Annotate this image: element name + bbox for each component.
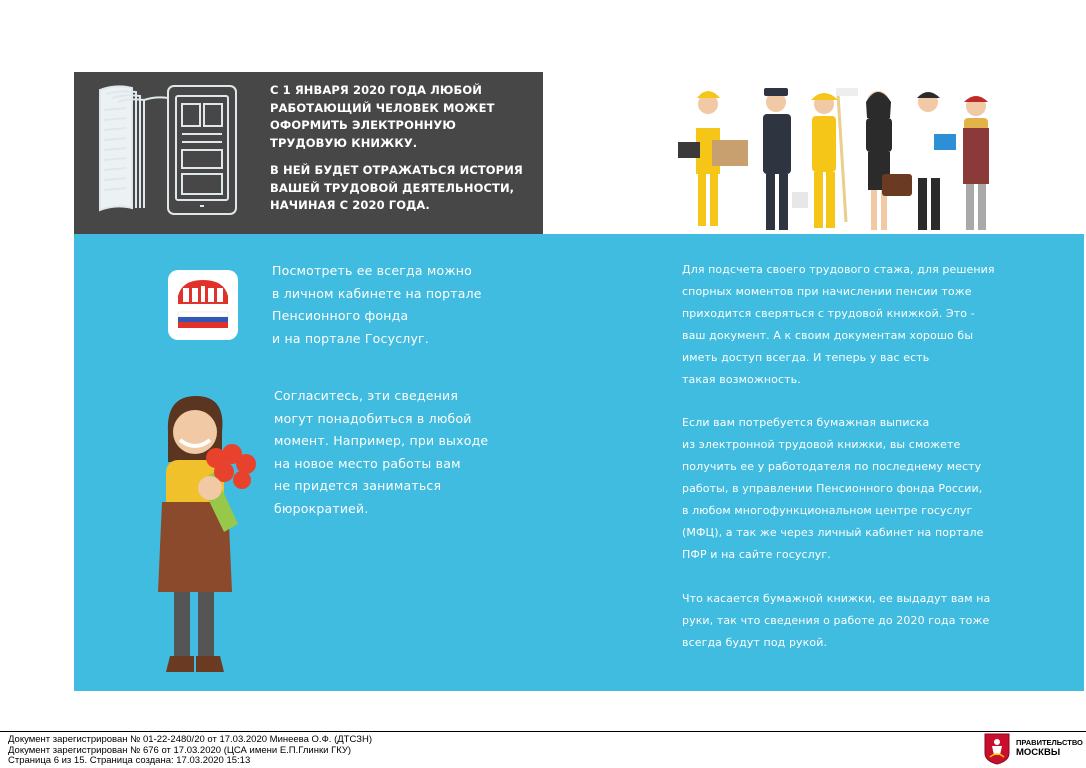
book-tablet-icon <box>96 80 241 220</box>
extract-line: из электронной трудовой книжки, вы сможете <box>682 438 961 451</box>
gov-line-2: МОСКВЫ <box>1016 746 1061 758</box>
stage-line: ваш документ. А к своим документам хорошо бы <box>682 329 974 342</box>
stage-line: приходится сверяться с трудовой книжкой. Это - <box>682 307 975 320</box>
agree-text-line: момент. Например, при выходе <box>274 433 489 448</box>
moscow-government-label <box>1016 738 1083 757</box>
paper-book-line: Что касается бумажной книжки, ее выдадут вам на <box>682 592 991 605</box>
extract-line: (МФЦ), а так же через личный кабинет на портале <box>682 526 984 539</box>
agree-text-line: могут понадобиться в любой <box>274 410 472 426</box>
agree-text-line: Согласитесь, эти сведения <box>274 388 459 403</box>
agree-text <box>274 385 488 520</box>
intro-line-2: В НЕЙ БУДЕТ ОТРАЖАТЬСЯ ИСТОРИЯ ВАШЕЙ ТРУДОВОЙ ДЕЯТЕЛЬНОСТИ, НАЧИНАЯ С 2020 ГОДА. <box>270 163 523 212</box>
paper-book-line: руки, так что сведения о работе до 2020 года тоже <box>682 614 990 627</box>
footer-line-1: Документ зарегистрирован № 01-22-2480/20 от 17.03.2020 Минеева О.Ф. (ДТСЗН) <box>8 734 372 745</box>
agree-text-line: на новое место работы вам <box>274 455 461 471</box>
footer-divider <box>0 731 1086 732</box>
extract-line: ПФР и на сайте госуслуг. <box>682 548 831 561</box>
paper-book-line: всегда будут под рукой. <box>682 636 828 649</box>
stage-paragraph <box>682 259 1012 391</box>
pfr-logo-icon <box>168 270 238 340</box>
gov-line-1: ПРАВИТЕЛЬСТВО <box>1016 738 1083 747</box>
extract-paragraph <box>682 412 1012 566</box>
portal-text-line: Посмотреть ее всегда можно <box>272 263 473 278</box>
workers-illustration <box>670 82 1010 237</box>
stage-line: такая возможность. <box>682 373 801 386</box>
paper-book-paragraph <box>682 588 1012 654</box>
portal-text-line: в личном кабинете на портале <box>272 285 482 301</box>
registration-footer <box>8 735 372 767</box>
moscow-emblem-icon <box>984 733 1010 765</box>
stage-line: спорных моментов при начислении пенсии тоже <box>682 285 972 298</box>
portal-text <box>272 260 482 350</box>
agree-text-line: бюрократией. <box>274 500 369 516</box>
extract-line: получить ее у работодателя по последнему месту <box>682 460 982 473</box>
stage-line: Для подсчета своего трудового стажа, для решения <box>682 263 995 276</box>
footer-line-2: Документ зарегистрирован № 676 от 17.03.2020 (ЦСА имени Е.П.Глинки ГКУ) <box>8 744 352 756</box>
agree-text-line: не придется заниматься <box>274 478 442 493</box>
intro-text <box>270 82 535 225</box>
florist-illustration <box>150 392 270 682</box>
footer-line-3: Страница 6 из 15. Страница создана: 17.03.2020 15:13 <box>8 755 251 766</box>
portal-text-line: и на портале Госуслуг. <box>272 330 429 346</box>
extract-line: работы, в управлении Пенсионного фонда России, <box>682 482 983 495</box>
stage-line: иметь доступ всегда. И теперь у вас есть <box>682 351 930 364</box>
pfr-logo <box>168 270 238 340</box>
extract-line: Если вам потребуется бумажная выписка <box>682 416 930 429</box>
portal-text-line: Пенсионного фонда <box>272 308 409 323</box>
extract-line: в любом многофункциональном центре госуслуг <box>682 504 973 517</box>
intro-line-1: С 1 ЯНВАРЯ 2020 ГОДА ЛЮБОЙ РАБОТАЮЩИЙ ЧЕЛОВЕК МОЖЕТ ОФОРМИТЬ ЭЛЕКТРОННУЮ ТРУДОВУЮ КНИЖКУ. <box>270 83 495 150</box>
